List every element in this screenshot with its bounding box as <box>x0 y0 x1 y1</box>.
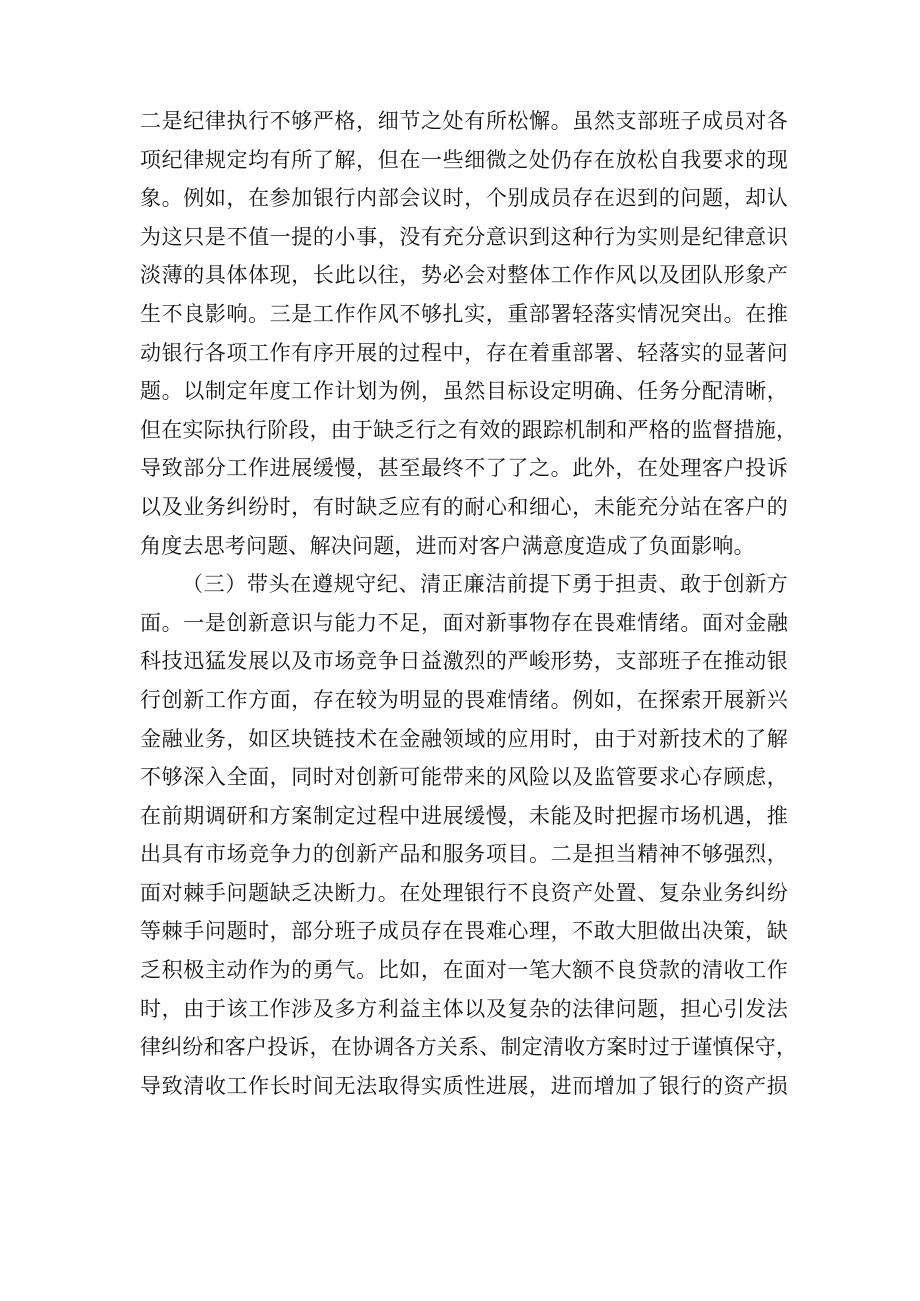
paragraph-line: 乏积极主动作为的勇气。比如，在面对一笔大额不良贷款的清收工作 <box>140 958 788 983</box>
paragraph-line: 等棘手问题时，部分班子成员存在畏难心理，不敢大胆做出决策，缺 <box>140 919 788 944</box>
paragraph-line: 但在实际执行阶段，由于缺乏行之有效的跟踪机制和严格的监督措施， <box>140 417 798 442</box>
paragraph-line: 金融业务，如区块链技术在金融领域的应用时，由于对新技术的了解 <box>140 726 788 751</box>
paragraph-line: 导致部分工作进展缓慢，甚至最终不了了之。此外，在处理客户投诉 <box>140 456 788 481</box>
paragraph-line: 角度去思考问题、解决问题，进而对客户满意度造成了负面影响。 <box>140 533 755 558</box>
paragraph-line: 不够深入全面，同时对创新可能带来的风险以及监管要求心存顾虑， <box>140 765 788 790</box>
paragraph-line: 题。以制定年度工作计划为例，虽然目标设定明确、任务分配清晰， <box>140 379 788 404</box>
paragraph-line: 项纪律规定均有所了解，但在一些细微之处仍存在放松自我要求的现 <box>140 147 788 172</box>
paragraph-line: 面。一是创新意识与能力不足，面对新事物存在畏难情绪。面对金融 <box>140 610 788 635</box>
paragraph-line: 时，由于该工作涉及多方利益主体以及复杂的法律问题，担心引发法 <box>140 996 788 1021</box>
paragraph-line: 面对棘手问题缺乏决断力。在处理银行不良资产处置、复杂业务纠纷 <box>140 880 788 905</box>
paragraph-line: 导致清收工作长时间无法取得实质性进展，进而增加了银行的资产损 <box>140 1073 788 1098</box>
paragraph-line: 行创新工作方面，存在较为明显的畏难情绪。例如，在探索开展新兴 <box>140 687 788 712</box>
paragraph-line: 生不良影响。三是工作作风不够扎实，重部署轻落实情况突出。在推 <box>140 301 788 326</box>
paragraph-line: 淡薄的具体体现，长此以往，势必会对整体工作作风以及团队形象产 <box>140 263 788 288</box>
paragraph-line: 在前期调研和方案制定过程中进展缓慢，未能及时把握市场机遇，推 <box>140 803 788 828</box>
paragraph-line: 动银行各项工作有序开展的过程中，存在着重部署、轻落实的显著问 <box>140 340 788 365</box>
paragraph-line: 象。例如，在参加银行内部会议时，个别成员存在迟到的问题，却认 <box>140 186 788 211</box>
paragraph-line: 以及业务纠纷时，有时缺乏应有的耐心和细心，未能充分站在客户的 <box>140 494 788 519</box>
paragraph-line: 科技迅猛发展以及市场竞争日益激烈的严峻形势，支部班子在推动银 <box>140 649 788 674</box>
section-heading-line: （三）带头在遵规守纪、清正廉洁前提下勇于担责、敢于创新方 <box>182 572 788 597</box>
paragraph-line: 律纠纷和客户投诉，在协调各方关系、制定清收方案时过于谨慎保守， <box>140 1035 798 1060</box>
body-text <box>140 102 798 1105</box>
paragraph-line: 为这只是不值一提的小事，没有充分意识到这种行为实则是纪律意识 <box>140 224 788 249</box>
paragraph-line: 出具有市场竞争力的创新产品和服务项目。二是担当精神不够强烈， <box>140 842 788 867</box>
paragraph-line: 二是纪律执行不够严格，细节之处有所松懈。虽然支部班子成员对各 <box>140 109 788 133</box>
